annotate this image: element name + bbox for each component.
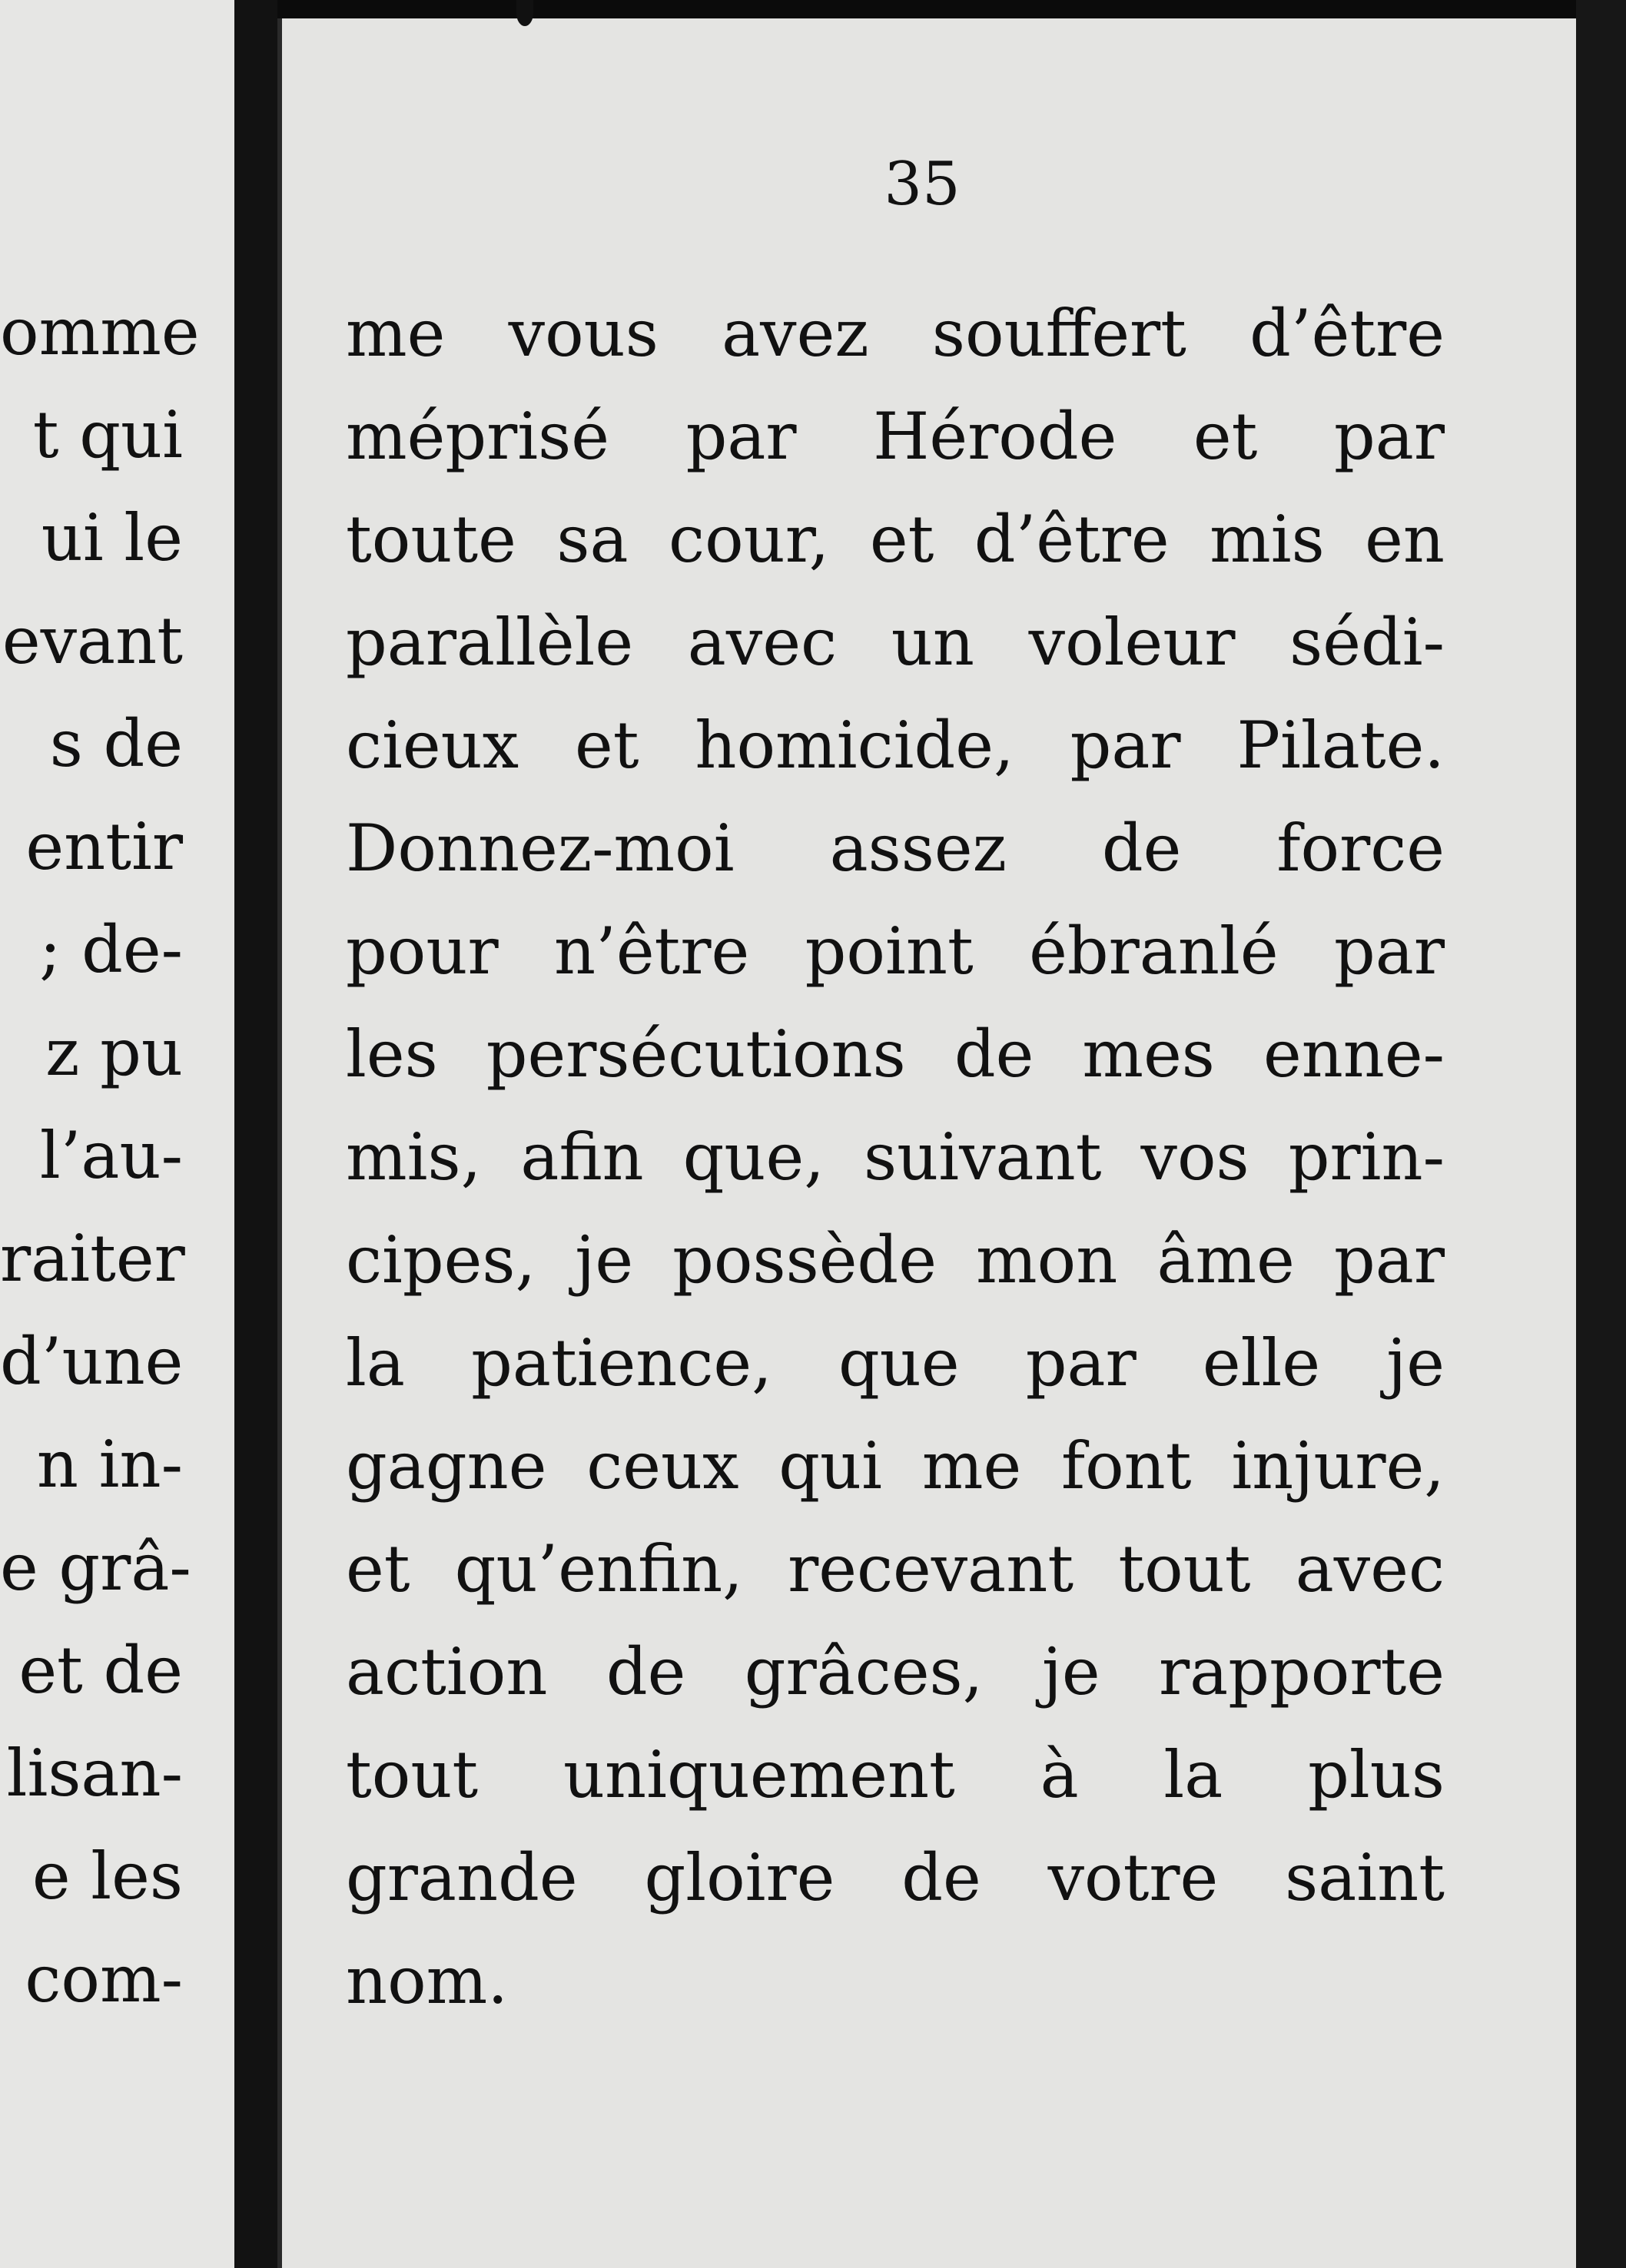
page-body-text (346, 282, 1445, 2032)
text-line: toute sa cour, et d’être mis en (346, 502, 1445, 577)
previous-page-text (0, 280, 200, 2031)
text-line: Donnez-moi assez de force (346, 811, 1445, 886)
previous-page-line: e les (32, 1839, 183, 1914)
book-gutter (234, 0, 277, 2268)
text-line: les persécutions de mes enne- (346, 1016, 1445, 1092)
previous-page-line: ; de- (39, 912, 183, 987)
text-line: pour n’être point ébranlé par (346, 914, 1445, 989)
text-line: méprisé par Hérode et par (346, 399, 1445, 474)
text-line: tout uniquement à la plus (346, 1737, 1445, 1812)
text-line: me vous avez souffert d’être (346, 296, 1445, 371)
previous-page-fragment (0, 0, 234, 2268)
previous-page-line: t qui (32, 397, 183, 472)
page-number: 35 (884, 150, 961, 219)
previous-page-line: entir (25, 809, 183, 884)
previous-page-line: z pu (45, 1015, 183, 1090)
previous-page-line: raiter (0, 1221, 185, 1296)
previous-page-line: s de (49, 706, 183, 781)
previous-page-line: e grâ- (0, 1530, 191, 1605)
text-line: la patience, que par elle je (346, 1325, 1445, 1401)
ink-mark (516, 0, 533, 26)
text-line: gagne ceux qui me font injure, (346, 1428, 1445, 1504)
text-line: action de grâces, je rapporte (346, 1634, 1445, 1709)
text-line: parallèle avec un voleur sédi- (346, 605, 1445, 680)
previous-page-line: evant (2, 603, 183, 678)
previous-page-line: l’au- (39, 1118, 183, 1193)
text-line: cipes, je possède mon âme par (346, 1222, 1445, 1298)
previous-page-line: lisan- (6, 1736, 183, 1811)
previous-page-line: com- (25, 1941, 183, 2017)
previous-page-line: et de (18, 1633, 183, 1708)
text-line: et qu’enfin, recevant tout avec (346, 1531, 1445, 1606)
previous-page-line: d’une (0, 1324, 184, 1399)
text-line: nom. (346, 1943, 509, 2018)
text-line: cieux et homicide, par Pilate. (346, 708, 1445, 783)
page-edge-shadow (1576, 0, 1626, 2268)
previous-page-line: n in- (36, 1427, 183, 1502)
text-line: grande gloire de votre saint (346, 1840, 1445, 1915)
previous-page-line: ui le (41, 500, 183, 575)
previous-page-line: omme (0, 294, 200, 370)
text-line: mis, afin que, suivant vos prin- (346, 1119, 1445, 1195)
